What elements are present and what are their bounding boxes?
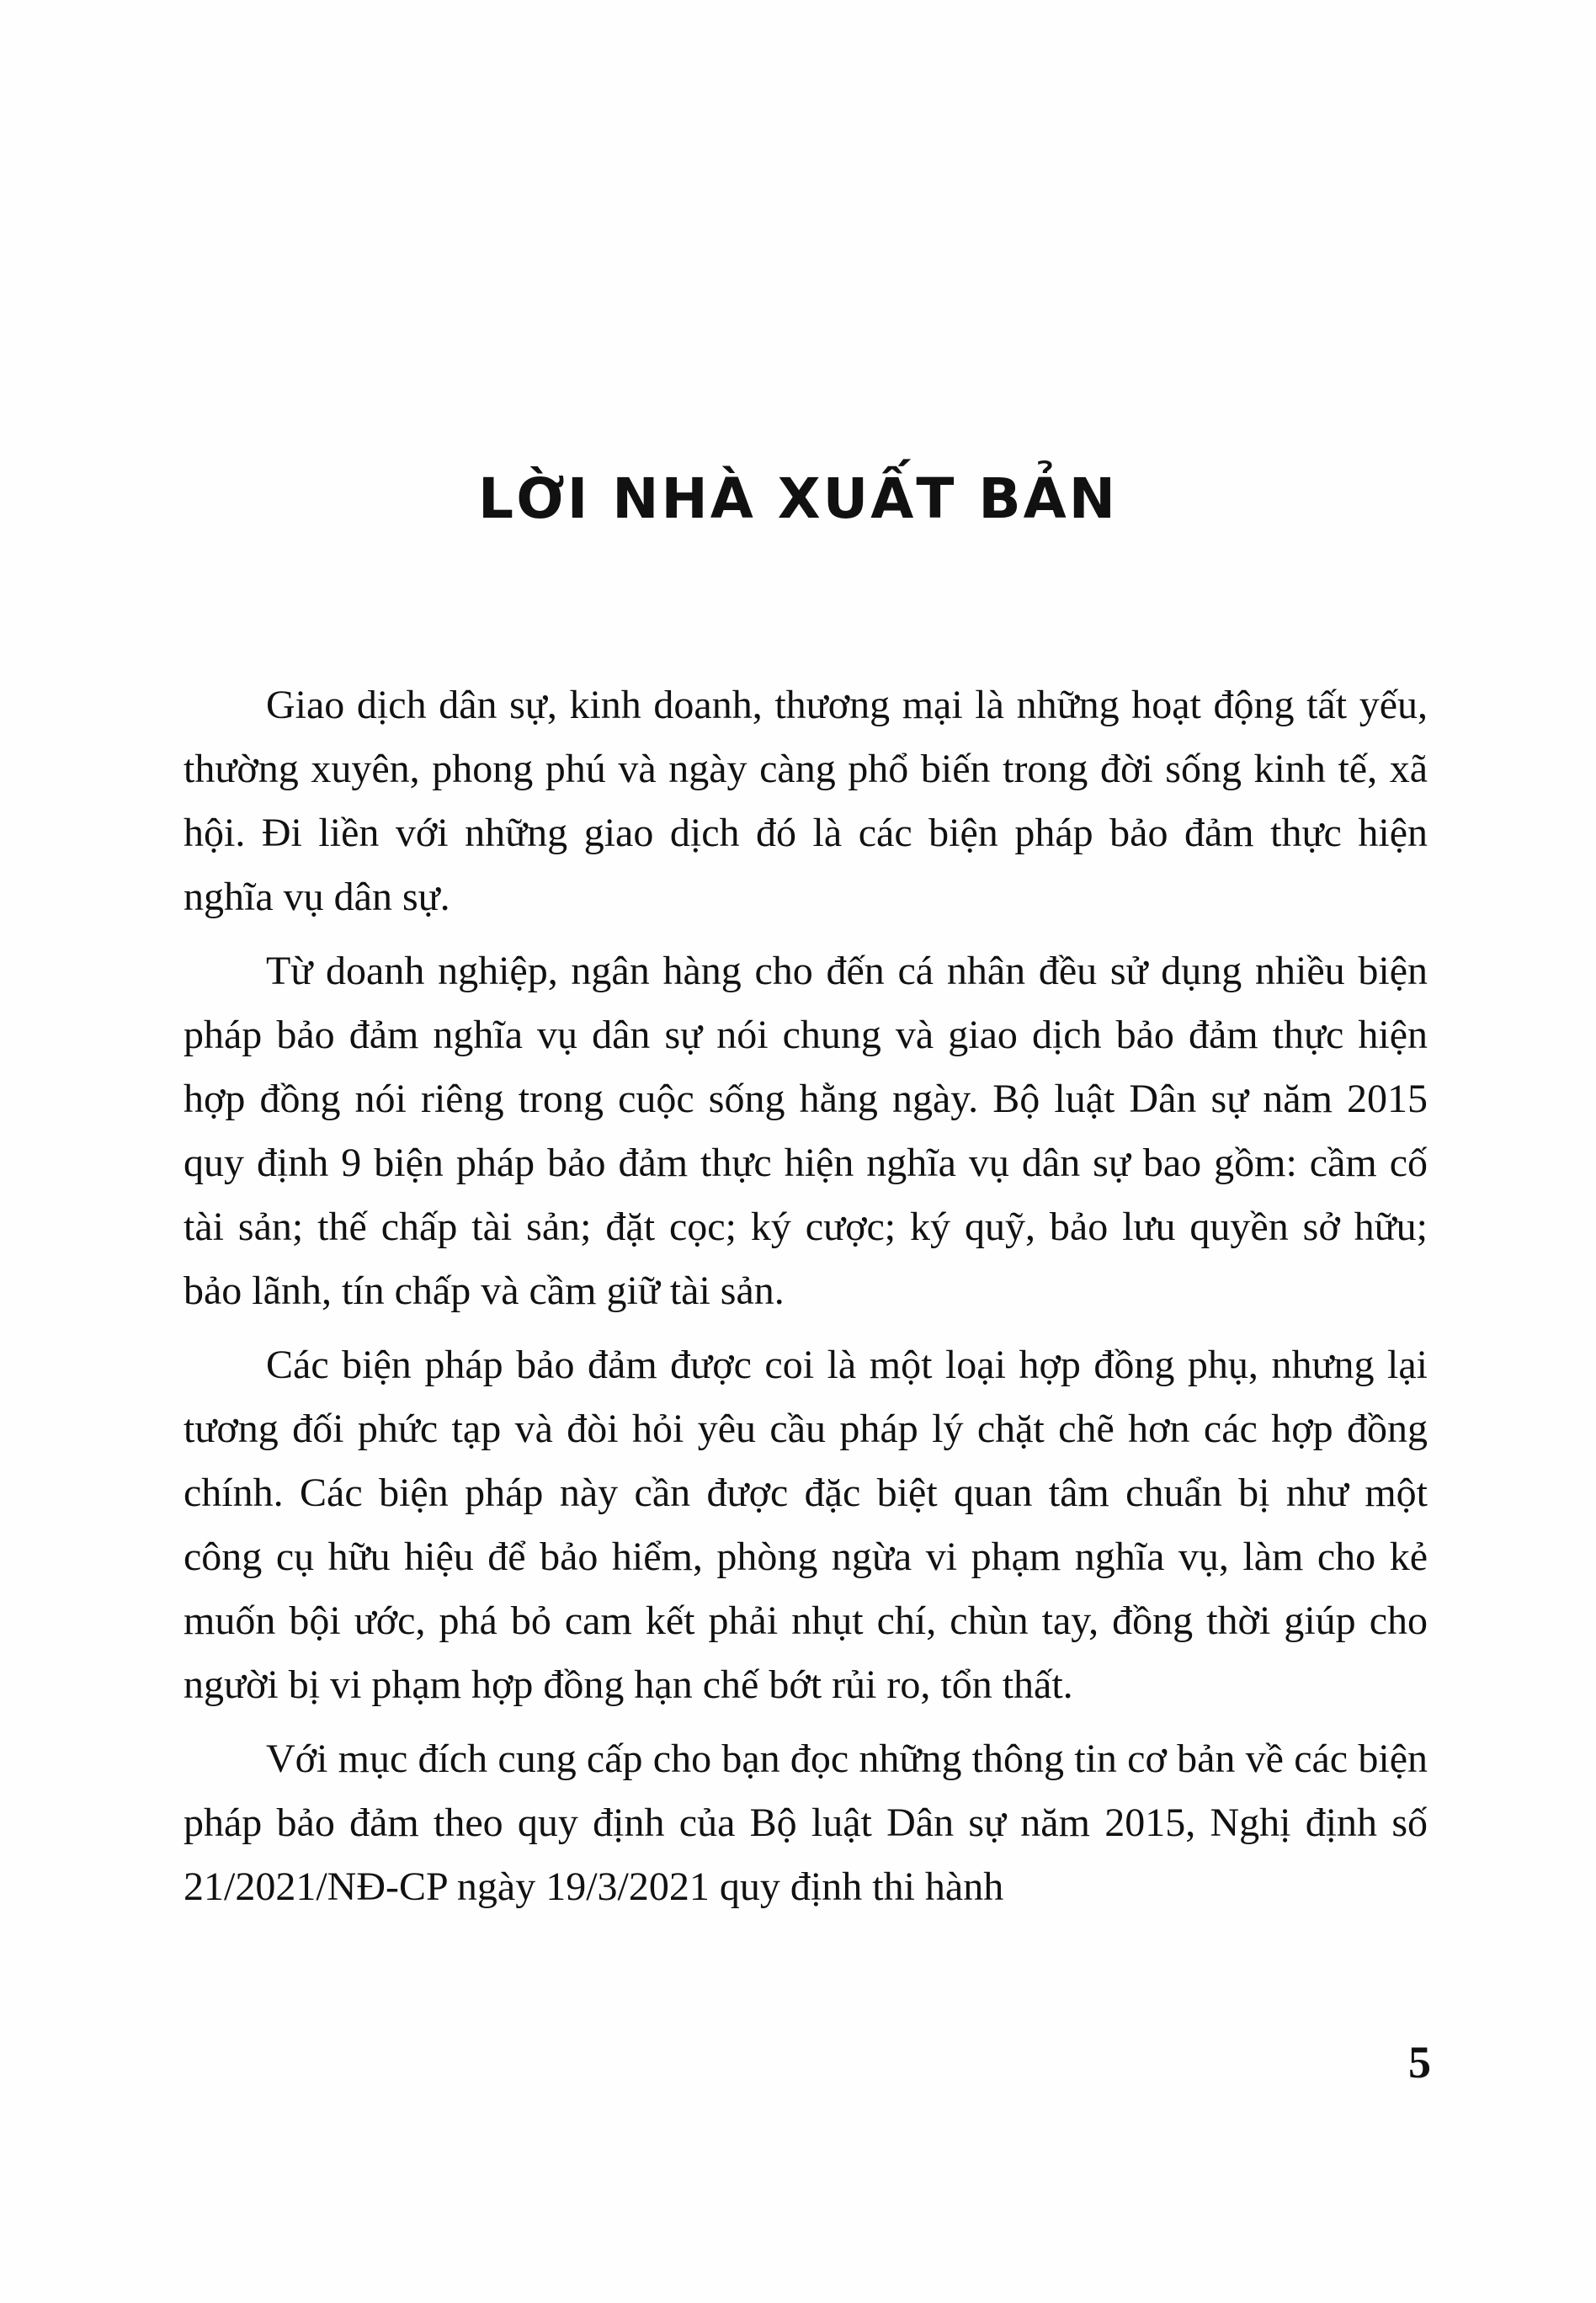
paragraph-2: Từ doanh nghiệp, ngân hàng cho đến cá nhân đều sử dụng nhiều biện pháp bảo đảm nghĩa vụ dân sự nói chung và giao dịch bảo đảm thực hiện hợp đồng nói riêng trong cuộc sống hằng ngày. Bộ luật Dân sự năm 2015 quy định 9 biện pháp bảo đảm thực hiện nghĩa vụ dân sự bao gồm: cầm cố tài sản; thế chấp tài sản; đặt cọc; ký cược; ký quỹ, bảo lưu quyền sở hữu; bảo lãnh, tín chấp và cầm giữ tài sản. [184,949,1428,1313]
page-number: 5 [1408,2037,1431,2088]
body-text [184,673,1428,1929]
paragraph-3: Các biện pháp bảo đảm được coi là một loại hợp đồng phụ, nhưng lại tương đối phức tạp và đòi hỏi yêu cầu pháp lý chặt chẽ hơn các hợp đồng chính. Các biện pháp này cần được đặc biệt quan tâm chuẩn bị như một công cụ hữu hiệu để bảo hiểm, phòng ngừa vi phạm nghĩa vụ, làm cho kẻ muốn bội ước, phá bỏ cam kết phải nhụt chí, chùn tay, đồng thời giúp cho người bị vi phạm hợp đồng hạn chế bớt rủi ro, tổn thất. [184,1343,1428,1707]
paragraph-4: Với mục đích cung cấp cho bạn đọc những thông tin cơ bản về các biện pháp bảo đảm theo quy định của Bộ luật Dân sự năm 2015, Nghị định số 21/2021/NĐ-CP ngày 19/3/2021 quy định thi hành [184,1737,1428,1909]
paragraph-1: Giao dịch dân sự, kinh doanh, thương mại là những hoạt động tất yếu, thường xuyên, phong phú và ngày càng phổ biến trong đời sống kinh tế, xã hội. Đi liền với những giao dịch đó là các biện pháp bảo đảm thực hiện nghĩa vụ dân sự. [184,683,1428,919]
page-title: LỜI NHÀ XUẤT BẢN [478,466,1118,531]
